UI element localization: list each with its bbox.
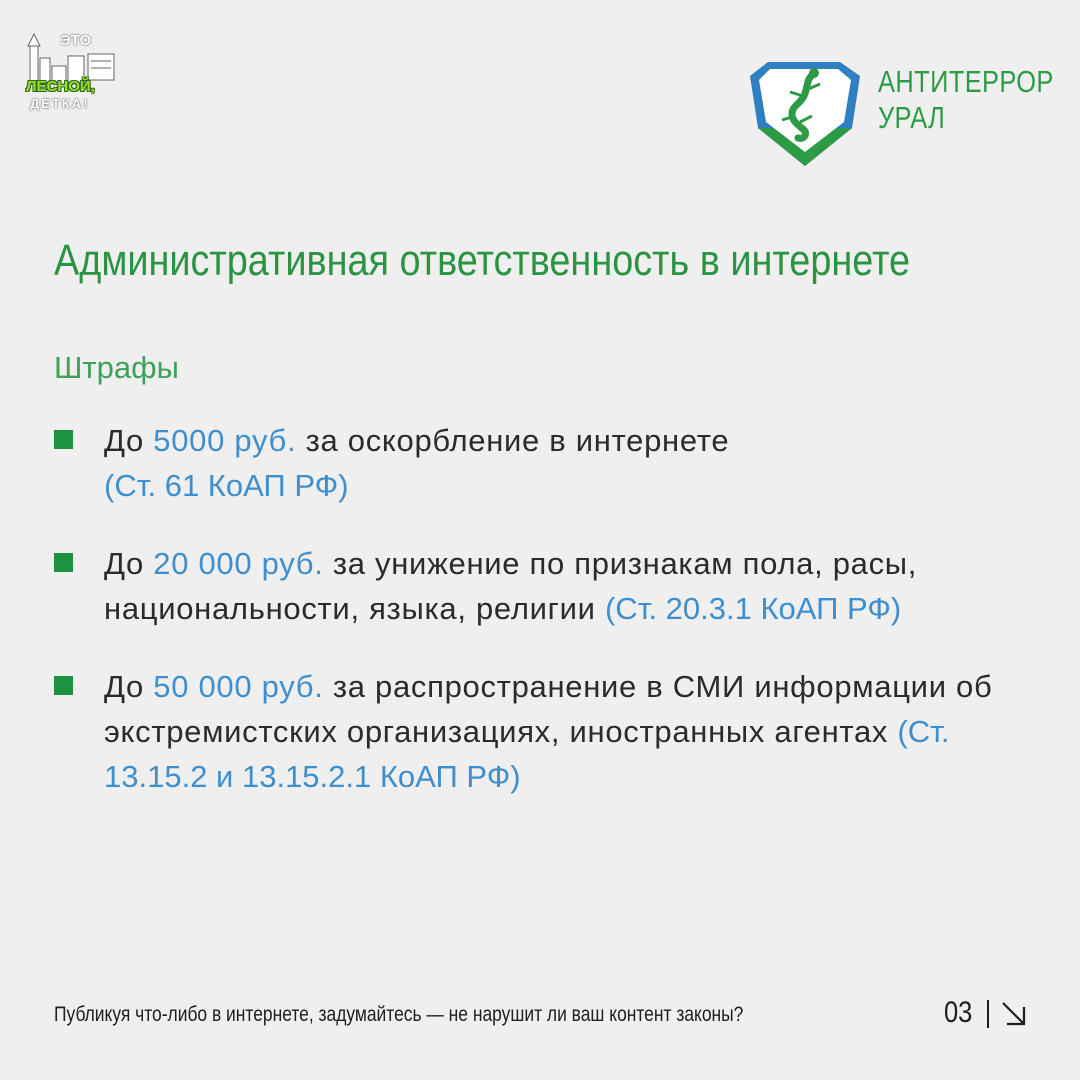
brand-name-line1: АНТИТЕРРОР <box>878 64 1054 99</box>
fine-item <box>54 541 1034 631</box>
footer-divider <box>987 1000 989 1028</box>
fine-reference: (Ст. 20.3.1 КоАП РФ) <box>604 591 902 626</box>
bullet-square-icon <box>54 430 73 449</box>
brand-name-line2: УРАЛ <box>878 100 946 135</box>
fine-prefix: До <box>104 669 154 704</box>
shield-lizard-icon <box>748 54 863 169</box>
page-title: Административная ответственность в интернете <box>54 236 911 285</box>
fine-reference: (Ст. 61 КоАП РФ) <box>104 468 349 503</box>
fine-item <box>54 664 1034 799</box>
fine-text: за унижение по признакам пола, расы, национальности, языка, религии <box>104 546 918 626</box>
corner-logo-line1: ЭТО <box>60 32 92 49</box>
page-number: 03 <box>944 996 973 1029</box>
corner-logo <box>22 26 122 116</box>
fine-text: за распространение в СМИ информации об экстремистских организациях, иностранных агентах <box>104 669 993 749</box>
corner-logo-line2: ЛЕСНОЙ, <box>26 78 95 95</box>
fine-item <box>54 418 1034 508</box>
arrow-down-right-icon[interactable] <box>1000 1000 1028 1028</box>
bullet-square-icon <box>54 553 73 572</box>
brand-name <box>878 64 1054 136</box>
fine-prefix: До <box>104 423 154 458</box>
fines-list <box>54 418 1034 832</box>
fine-text: за оскорбление в интернете <box>296 423 730 458</box>
bullet-square-icon <box>54 676 73 695</box>
section-label: Штрафы <box>54 350 179 385</box>
corner-logo-line3: ДЕТКА! <box>30 96 90 111</box>
footer-text: Публикуя что-либо в интернете, задумайтесь — не нарушит ли ваш контент законы? <box>54 1003 744 1026</box>
fine-reference: (Ст. 13.15.2 и 13.15.2.1 КоАП РФ) <box>104 714 950 794</box>
fine-prefix: До <box>104 546 154 581</box>
fine-amount: 5000 руб. <box>153 423 297 458</box>
fine-amount: 50 000 руб. <box>153 669 324 704</box>
fine-amount: 20 000 руб. <box>153 546 324 581</box>
